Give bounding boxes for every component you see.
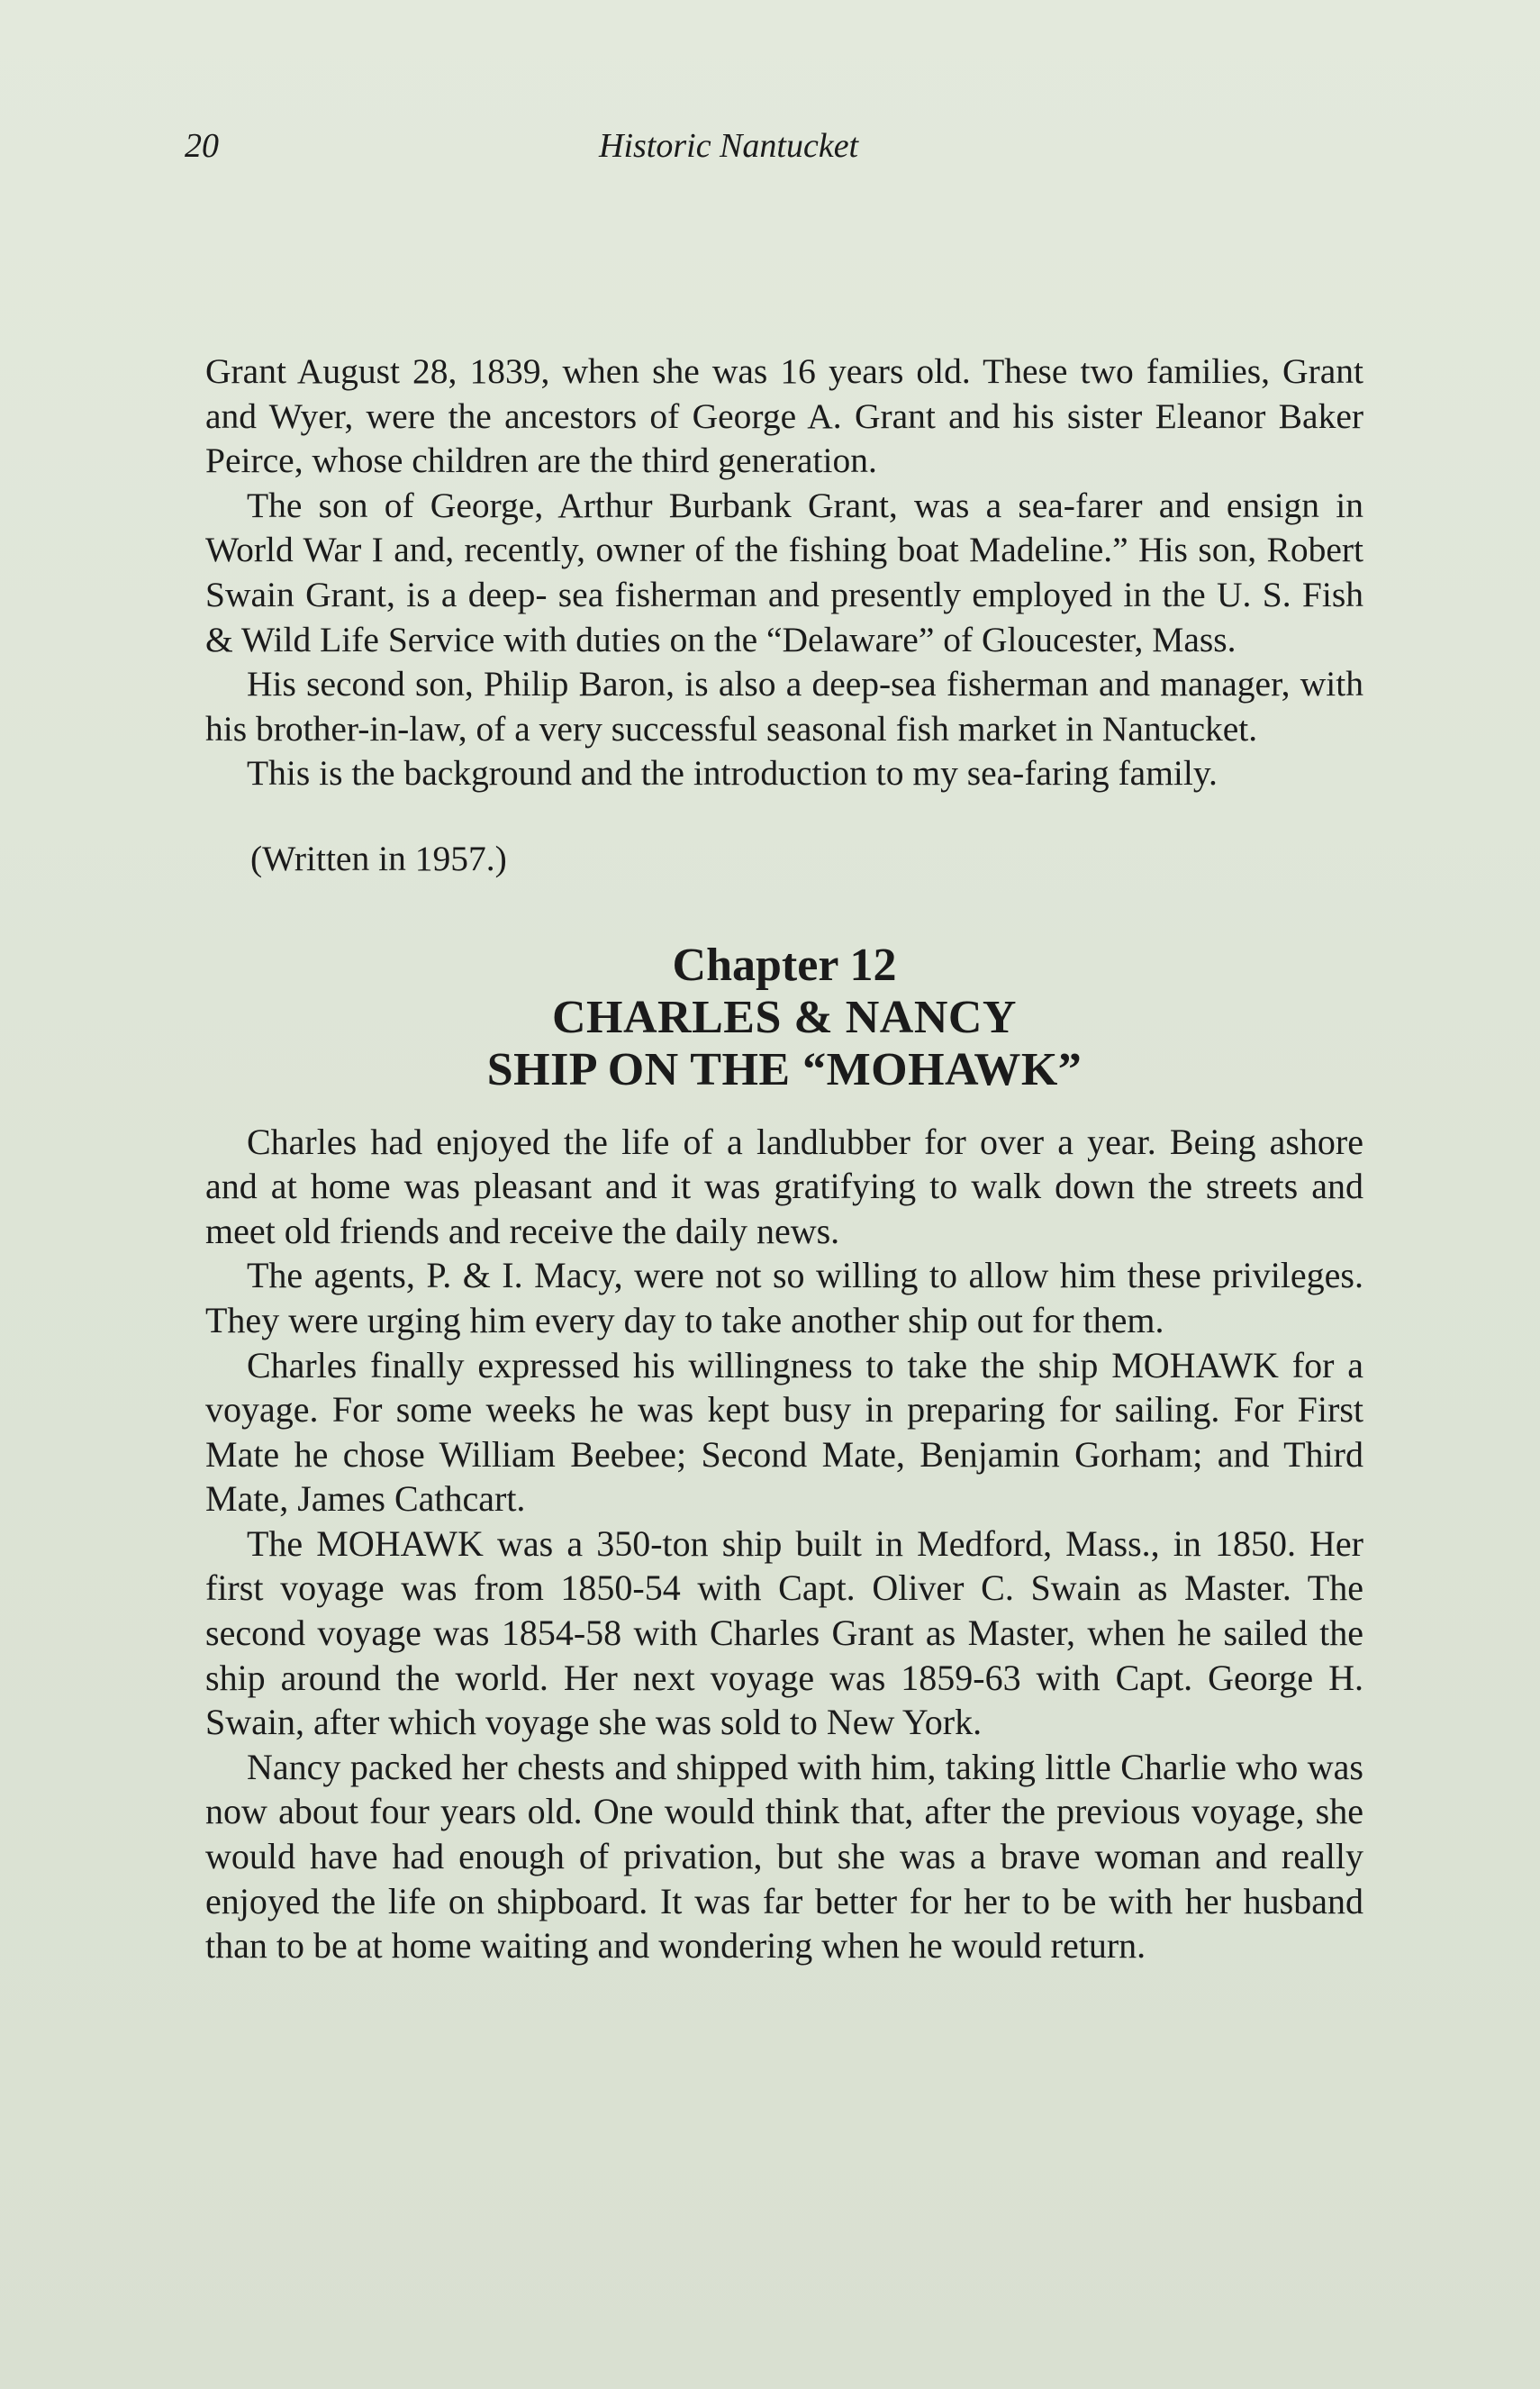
page-number: 20 — [185, 127, 219, 165]
paragraph: The MOHAWK was a 350-ton ship built in Medford, Mass., in 1850. Her first voyage was from 1850-54 with Capt. Oliver C. Swain as Master. The second voyage was 1854-58 with Charles Grant as Master, when he sailed the ship around the world. Her next voyage was 1859-63 with Capt. George H. Swain, after which voyage she was sold to New York. — [205, 1522, 1363, 1743]
chapter-number: Chapter 12 — [672, 939, 897, 991]
page-header — [185, 126, 1355, 180]
chapter-body — [205, 1120, 1363, 1968]
paragraph: Nancy packed her chests and shipped with him, taking little Charlie who was now about four years old. One would think that, after the previous voyage, she would have had enough of privation, but she was a brave woman and really enjoyed the life on shipboard. It was far better for her to be with her husband than to be at home waiting and wondering when he would return. — [205, 1746, 1363, 1967]
paragraph: Charles had enjoyed the life of a landlubber for over a year. Being ashore and at home was pleasant and it was gratifying to walk down the streets and meet old friends and receive the daily news. — [205, 1121, 1363, 1251]
chapter-title-line2: SHIP ON THE “MOHAWK” — [486, 1043, 1083, 1095]
paragraph: This is the background and the introduction to my sea-faring family. — [247, 753, 1218, 794]
paragraph: Grant August 28, 1839, when she was 16 years old. These two families, Grant and Wyer, were the ancestors of George A. Grant and his sister Eleanor Baker Peirce, whose children are the third generation. — [205, 351, 1363, 481]
paragraph: The agents, P. & I. Macy, were not so willing to allow him these privileges. They were urging him every day to take another ship out for them. — [205, 1255, 1363, 1340]
paragraph: His second son, Philip Baron, is also a deep-sea fisherman and manager, with his brother-in-law, of a very successful seasonal fish market in Nantucket. — [205, 664, 1363, 749]
paragraph: Charles finally expressed his willingness to take the ship MOHAWK for a voyage. For some weeks he was kept busy in preparing for sailing. For First Mate he chose William Beebee; Second Mate, Benjamin Gorham; and Third Mate, James Cathcart. — [205, 1344, 1363, 1520]
paragraph: The son of George, Arthur Burbank Grant, was a sea-farer and ensign in World War I and, recently, owner of the fishing boat Madeline.” His son, Robert Swain Grant, is a deep- sea fisherman and presently employed in the U. S. Fish & Wild Life Service with duties on the “Delaware” of Gloucester, Mass. — [205, 485, 1363, 659]
chapter-heading — [205, 940, 1363, 1096]
running-head: Historic Nantucket — [599, 127, 859, 165]
body-text — [205, 350, 1363, 1968]
dateline: (Written in 1957.) — [250, 838, 507, 878]
chapter-title-line1: CHARLES & NANCY — [552, 991, 1017, 1043]
